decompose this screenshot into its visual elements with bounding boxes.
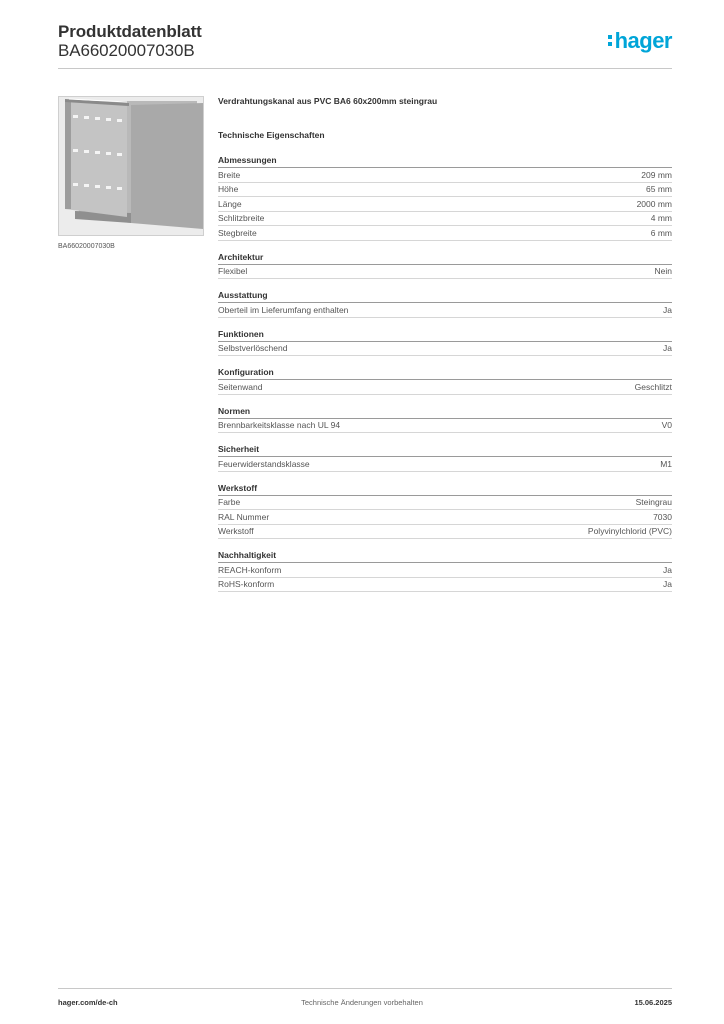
row-value: 2000 mm (636, 198, 672, 209)
table-row (218, 168, 672, 183)
row-label: Höhe (218, 184, 239, 195)
hager-logo[interactable] (607, 28, 672, 54)
row-label: REACH-konform (218, 564, 282, 575)
row-value: M1 (660, 458, 672, 469)
table-row (218, 265, 672, 280)
footer-date: 15.06.2025 (634, 998, 672, 1007)
row-value: Ja (663, 579, 672, 590)
row-value: 209 mm (641, 169, 672, 180)
row-label: Brennbarkeitsklasse nach UL 94 (218, 420, 341, 431)
row-label: Stegbreite (218, 227, 257, 238)
group-title: Funktionen (218, 329, 672, 342)
group-konfiguration (218, 367, 672, 395)
table-row (218, 563, 672, 578)
group-funktionen (218, 329, 672, 357)
table-row (218, 578, 672, 593)
footer-divider (58, 988, 672, 989)
row-label: Flexibel (218, 266, 248, 277)
table-row (218, 197, 672, 212)
group-title: Werkstoff (218, 483, 672, 496)
cable-duct-icon (59, 97, 203, 235)
header-divider (58, 68, 672, 69)
row-value: Ja (663, 304, 672, 315)
row-label: Schlitzbreite (218, 213, 265, 224)
group-title: Nachhaltigkeit (218, 550, 672, 563)
table-row (218, 212, 672, 227)
product-image (58, 96, 204, 236)
footer-notice: Technische Änderungen vorbehalten (301, 998, 423, 1007)
table-row (218, 510, 672, 525)
group-normen (218, 406, 672, 434)
table-row (218, 525, 672, 540)
row-value: Steingrau (635, 497, 672, 508)
row-value: Polyvinylchlorid (PVC) (587, 526, 672, 537)
table-row (218, 380, 672, 395)
row-label: Seitenwand (218, 381, 263, 392)
row-label: Oberteil im Lieferumfang enthalten (218, 304, 349, 315)
row-label: Feuerwiderstandsklasse (218, 458, 310, 469)
row-value: 65 mm (646, 184, 672, 195)
table-row (218, 183, 672, 198)
row-value: 4 mm (650, 213, 672, 224)
group-title: Ausstattung (218, 290, 672, 303)
row-label: RAL Nummer (218, 511, 270, 522)
section-heading: Technische Eigenschaften (218, 130, 325, 140)
footer-website-link[interactable]: hager.com/de-ch (58, 998, 118, 1007)
row-value: 6 mm (650, 227, 672, 238)
product-details (218, 96, 672, 592)
group-abmessungen (218, 155, 672, 241)
group-title: Architektur (218, 252, 672, 265)
row-value: Nein (654, 266, 672, 277)
table-row (218, 303, 672, 318)
row-value: 7030 (653, 511, 672, 522)
group-sicherheit (218, 444, 672, 472)
table-row (218, 496, 672, 511)
row-label: Selbstverlöschend (218, 343, 288, 354)
row-label: Breite (218, 169, 241, 180)
row-value: V0 (661, 420, 672, 431)
table-row (218, 342, 672, 357)
logo-text: hager (614, 28, 672, 53)
row-label: RoHS-konform (218, 579, 275, 590)
table-row (218, 226, 672, 241)
group-werkstoff (218, 483, 672, 540)
row-label: Farbe (218, 497, 241, 508)
image-caption: BA66020007030B (58, 243, 115, 250)
row-value: Ja (663, 343, 672, 354)
document-title: Produktdatenblatt (58, 22, 202, 41)
row-label: Länge (218, 198, 242, 209)
group-ausstattung (218, 290, 672, 318)
product-name: Verdrahtungskanal aus PVC BA6 60x200mm steingrau (218, 96, 438, 106)
row-value: Ja (663, 564, 672, 575)
page-header (58, 22, 672, 70)
row-value: Geschlitzt (634, 381, 672, 392)
group-nachhaltigkeit (218, 550, 672, 592)
table-row (218, 457, 672, 472)
group-title: Sicherheit (218, 444, 672, 457)
group-title: Konfiguration (218, 367, 672, 380)
group-architektur (218, 252, 672, 280)
table-row (218, 419, 672, 434)
row-label: Werkstoff (218, 526, 254, 537)
group-title: Normen (218, 406, 672, 419)
document-number: BA66020007030B (58, 41, 195, 60)
group-title: Abmessungen (218, 155, 672, 168)
